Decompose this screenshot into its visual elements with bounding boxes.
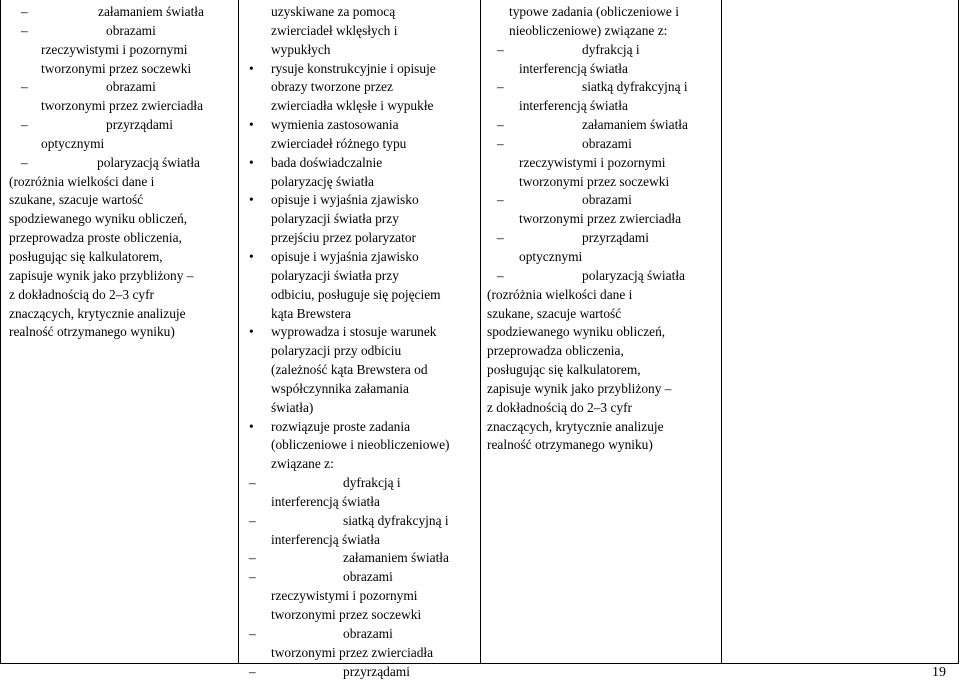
text-line xyxy=(1,286,237,305)
dash-marker: – xyxy=(497,41,504,57)
text-line xyxy=(243,436,479,455)
dash-marker: – xyxy=(21,154,28,170)
dash-marker: – xyxy=(249,663,256,679)
text-line xyxy=(1,210,237,229)
text-line xyxy=(243,512,479,531)
line-text: współczynnika załamania xyxy=(271,380,409,396)
text-line xyxy=(243,399,479,418)
text-line xyxy=(243,549,479,568)
line-text: realność otrzymanego wyniku) xyxy=(487,437,653,453)
text-line xyxy=(243,41,479,60)
line-text: obrazami xyxy=(582,135,632,151)
text-line xyxy=(243,606,479,625)
line-text: interferencją światła xyxy=(519,98,628,114)
line-text: obrazy tworzone przez xyxy=(271,79,393,95)
line-text: przeprowadza proste obliczenia, xyxy=(9,230,182,246)
dash-marker: – xyxy=(497,267,504,283)
text-line xyxy=(1,248,237,267)
line-text: obrazami xyxy=(582,192,632,208)
dash-marker: – xyxy=(21,79,28,95)
line-text: szukane, szacuje wartość xyxy=(487,305,622,321)
text-line xyxy=(243,474,479,493)
text-line xyxy=(1,229,237,248)
text-line xyxy=(487,229,720,248)
line-text: wypukłych xyxy=(271,41,331,57)
line-text: związane z: xyxy=(271,456,334,472)
dash-marker: – xyxy=(497,192,504,208)
text-line xyxy=(487,399,720,418)
dash-marker: – xyxy=(249,512,256,528)
text-line xyxy=(243,342,479,361)
text-line xyxy=(243,78,479,97)
line-text: rzeczywistymi i pozornymi xyxy=(41,41,188,57)
line-text: światła) xyxy=(271,399,314,415)
table-column-1 xyxy=(1,3,237,342)
text-line xyxy=(243,116,479,135)
line-text: tworzonymi przez zwierciadła xyxy=(271,644,434,660)
line-text: typowe zadania (obliczeniowe i xyxy=(509,4,679,19)
line-text: spodziewanego wyniku obliczeń, xyxy=(9,211,188,227)
text-line xyxy=(487,173,720,192)
line-text: spodziewanego wyniku obliczeń, xyxy=(487,324,666,340)
text-line xyxy=(487,60,720,79)
text-line xyxy=(243,97,479,116)
text-line xyxy=(1,78,237,97)
line-text: tworzonymi przez zwierciadła xyxy=(519,211,682,227)
text-line xyxy=(1,116,237,135)
line-text: polaryzację światła xyxy=(271,173,374,189)
text-line xyxy=(243,210,479,229)
text-line xyxy=(1,191,237,210)
line-text: interferencją światła xyxy=(271,493,380,509)
dash-marker: – xyxy=(497,230,504,246)
text-line xyxy=(487,210,720,229)
text-line xyxy=(243,286,479,305)
line-text: interferencją światła xyxy=(271,531,380,547)
line-text: załamaniem światła xyxy=(343,550,449,566)
line-text: załamaniem światła xyxy=(98,4,204,19)
line-text: zapisuje wynik jako przybliżony – xyxy=(487,380,672,396)
line-text: polaryzacji światła przy xyxy=(271,211,399,227)
table-column-3 xyxy=(487,3,720,455)
line-text: znaczących, krytycznie analizuje xyxy=(9,305,186,321)
line-text: (rozróżnia wielkości dane i xyxy=(9,173,155,189)
dash-marker: – xyxy=(497,117,504,133)
text-line xyxy=(243,493,479,512)
line-text: posługując się kalkulatorem, xyxy=(487,362,641,378)
line-text: zwierciadeł wklęsłych i xyxy=(271,22,398,38)
dash-marker: – xyxy=(21,22,28,38)
line-text: tworzonymi przez soczewki xyxy=(519,173,670,189)
line-text: tworzonymi przez soczewki xyxy=(41,60,192,76)
line-text: z dokładnością do 2–3 cyfr xyxy=(9,286,155,302)
text-line xyxy=(243,191,479,210)
line-text: przyrządami xyxy=(106,117,173,133)
text-line xyxy=(487,267,720,286)
bullet-icon: • xyxy=(249,418,254,434)
line-text: znaczących, krytycznie analizuje xyxy=(487,418,664,434)
text-line xyxy=(1,154,237,173)
line-text: siatką dyfrakcyjną i xyxy=(582,79,688,95)
text-line xyxy=(243,3,479,22)
line-text: uzyskiwane za pomocą xyxy=(271,4,396,19)
text-line xyxy=(487,342,720,361)
line-text: zwierciadła wklęsłe i wypukłe xyxy=(271,98,434,114)
line-text: wymienia zastosowania xyxy=(271,117,399,133)
line-text: załamaniem światła xyxy=(582,117,688,133)
line-text: (zależność kąta Brewstera od xyxy=(271,362,428,378)
line-text: kąta Brewstera xyxy=(271,305,351,321)
text-line xyxy=(243,248,479,267)
text-line xyxy=(487,116,720,135)
dash-marker: – xyxy=(249,475,256,491)
text-line xyxy=(487,78,720,97)
text-line xyxy=(487,418,720,437)
text-line xyxy=(243,305,479,324)
text-line xyxy=(487,97,720,116)
text-line xyxy=(1,41,237,60)
line-text: polaryzacji światła przy xyxy=(271,267,399,283)
bullet-icon: • xyxy=(249,248,254,264)
line-text: obrazami xyxy=(106,22,156,38)
line-text: bada doświadczalnie xyxy=(271,154,383,170)
text-line xyxy=(1,173,237,192)
line-text: opisuje i wyjaśnia zjawisko xyxy=(271,192,419,208)
text-line xyxy=(1,305,237,324)
text-line xyxy=(243,154,479,173)
line-text: polaryzacją światła xyxy=(582,267,685,283)
line-text: obrazami xyxy=(343,625,393,641)
text-line xyxy=(243,663,479,681)
line-text: rozwiązuje proste zadania xyxy=(271,418,411,434)
line-text: rzeczywistymi i pozornymi xyxy=(271,588,418,604)
dash-marker: – xyxy=(497,135,504,151)
text-line xyxy=(1,22,237,41)
line-text: przyrządami xyxy=(343,663,410,679)
text-line xyxy=(487,436,720,455)
dash-marker: – xyxy=(249,550,256,566)
bullet-icon: • xyxy=(249,154,254,170)
text-line xyxy=(243,267,479,286)
bullet-icon: • xyxy=(249,324,254,340)
line-text: nieobliczeniowe) związane z: xyxy=(509,22,668,38)
line-text: realność otrzymanego wyniku) xyxy=(9,324,175,340)
line-text: interferencją światła xyxy=(519,60,628,76)
text-line xyxy=(243,135,479,154)
line-text: opisuje i wyjaśnia zjawisko xyxy=(271,248,419,264)
line-text: rysuje konstrukcyjnie i opisuje xyxy=(271,60,436,76)
line-text: obrazami xyxy=(343,569,393,585)
text-line xyxy=(243,229,479,248)
line-text: wyprowadza i stosuje warunek xyxy=(271,324,437,340)
text-line xyxy=(487,361,720,380)
text-line xyxy=(243,173,479,192)
text-line xyxy=(1,267,237,286)
text-line xyxy=(487,3,720,22)
bullet-icon: • xyxy=(249,117,254,133)
text-line xyxy=(243,625,479,644)
line-text: obrazami xyxy=(106,79,156,95)
dash-marker: – xyxy=(21,4,28,19)
line-text: szukane, szacuje wartość xyxy=(9,192,144,208)
line-text: optycznymi xyxy=(41,135,105,151)
line-text: zwierciadeł różnego typu xyxy=(271,135,407,151)
text-line xyxy=(243,361,479,380)
dash-marker: – xyxy=(497,79,504,95)
dash-marker: – xyxy=(249,625,256,641)
line-text: posługując się kalkulatorem, xyxy=(9,248,163,264)
page-number: 19 xyxy=(932,665,946,680)
line-text: zapisuje wynik jako przybliżony – xyxy=(9,267,194,283)
text-line xyxy=(243,418,479,437)
text-line xyxy=(243,380,479,399)
text-line xyxy=(243,22,479,41)
text-line xyxy=(243,587,479,606)
line-text: przejściu przez polaryzator xyxy=(271,230,416,246)
line-text: (rozróżnia wielkości dane i xyxy=(487,286,633,302)
text-line xyxy=(243,644,479,663)
line-text: (obliczeniowe i nieobliczeniowe) xyxy=(271,437,450,453)
dash-marker: – xyxy=(249,569,256,585)
text-line xyxy=(243,568,479,587)
text-line xyxy=(243,323,479,342)
line-text: przeprowadza obliczenia, xyxy=(487,343,624,359)
line-text: dyfrakcją i xyxy=(343,475,401,491)
line-text: rzeczywistymi i pozornymi xyxy=(519,154,666,170)
line-text: z dokładnością do 2–3 cyfr xyxy=(487,399,633,415)
text-line xyxy=(243,60,479,79)
text-line xyxy=(487,191,720,210)
text-line xyxy=(487,380,720,399)
text-line xyxy=(1,323,237,342)
text-line xyxy=(487,154,720,173)
text-line xyxy=(487,286,720,305)
line-text: tworzonymi przez soczewki xyxy=(271,607,422,622)
line-text: tworzonymi przez zwierciadła xyxy=(41,98,204,114)
column-divider xyxy=(480,0,481,663)
text-line xyxy=(487,22,720,41)
line-text: optycznymi xyxy=(519,248,583,264)
text-line xyxy=(487,248,720,267)
line-text: odbiciu, posługuje się pojęciem xyxy=(271,286,441,302)
table-column-2 xyxy=(243,3,479,681)
text-line xyxy=(487,305,720,324)
text-line xyxy=(487,135,720,154)
line-text: polaryzacją światła xyxy=(97,154,200,170)
text-line xyxy=(1,3,237,22)
text-line xyxy=(243,531,479,550)
column-divider xyxy=(238,0,239,663)
bullet-icon: • xyxy=(249,192,254,208)
line-text: przyrządami xyxy=(582,230,649,246)
line-text: polaryzacji przy odbiciu xyxy=(271,343,402,359)
line-text: dyfrakcją i xyxy=(582,41,640,57)
text-line xyxy=(1,60,237,79)
bullet-icon: • xyxy=(249,60,254,76)
text-line xyxy=(1,97,237,116)
text-line xyxy=(487,41,720,60)
column-divider xyxy=(721,0,722,663)
line-text: siatką dyfrakcyjną i xyxy=(343,512,449,528)
dash-marker: – xyxy=(21,117,28,133)
text-line xyxy=(243,455,479,474)
text-line xyxy=(487,323,720,342)
text-line xyxy=(1,135,237,154)
